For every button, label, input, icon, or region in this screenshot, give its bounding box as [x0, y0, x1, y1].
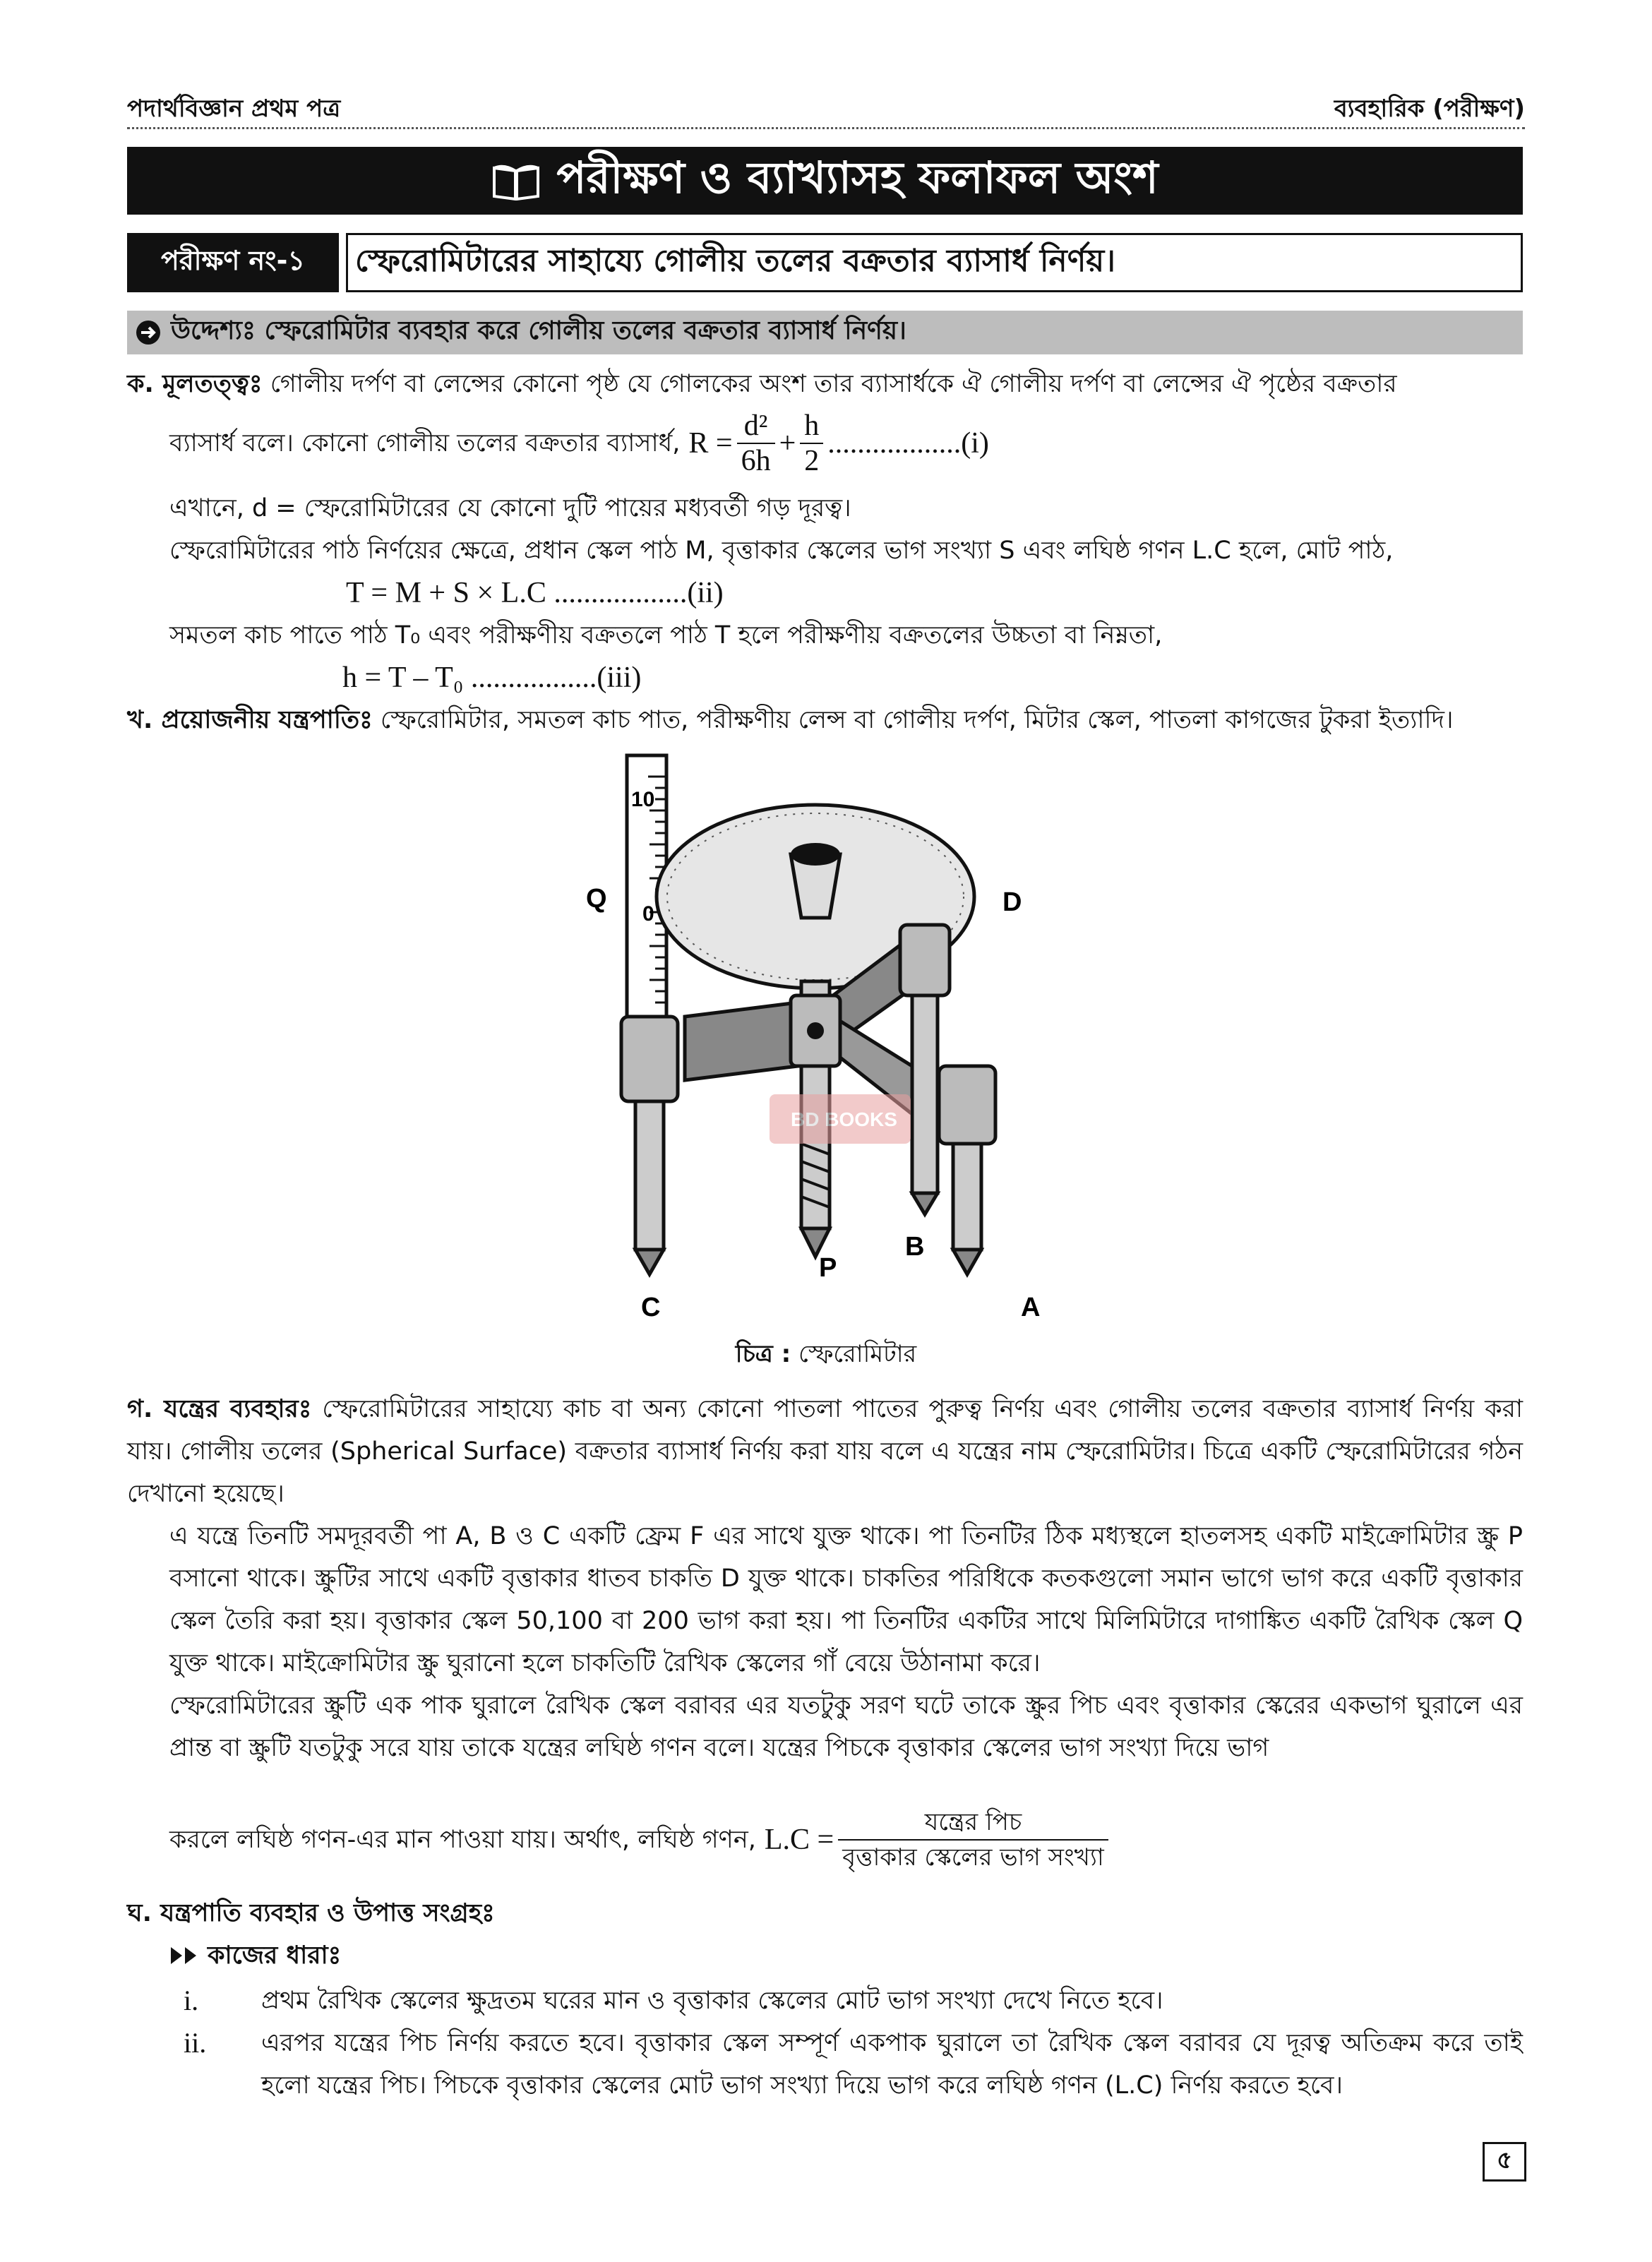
formula-R-lhs: R =: [688, 427, 733, 460]
label-c: C: [641, 1293, 661, 1322]
lc-numerator: যন্ত্রের পিচ: [838, 1805, 1108, 1841]
section-ga-label: গ. যন্ত্রের ব্যবহারঃ: [127, 1395, 312, 1423]
leg-b-sleeve: [900, 925, 950, 995]
formula-R-plus: +: [779, 427, 796, 460]
section-ga: [127, 1388, 1523, 1515]
section-ka-label: ক. মূলতত্ত্বঃ: [127, 370, 263, 398]
step-text-1: প্রথম রৈখিক স্কেলের ক্ষুদ্রতম ঘরের মান ও বৃত্তাকার স্কেলের মোট ভাগ সংখ্যা দেখে নিতে হবে।: [261, 1987, 1163, 2015]
step-row-1: [184, 1980, 1523, 2022]
label-d: D: [1002, 887, 1022, 917]
leg-a-sleeve: [939, 1066, 995, 1144]
ga-text-4: করলে লঘিষ্ঠ গণন-এর মান পাওয়া যায়। অর্থাৎ, লঘিষ্ঠ গণন,: [169, 1826, 756, 1854]
frame-arm-left: [685, 1003, 798, 1080]
apparatus-list: স্ফেরোমিটার, সমতল কাচ পাত, পরীক্ষণীয় লেন্স বা গোলীয় দর্পণ, মিটার স্কেল, পাতলা কাগজের টুকরা ইত্যাদি।: [380, 706, 1454, 734]
caption-text: স্ফেরোমিটার: [798, 1340, 917, 1368]
arrow-circle-icon: [134, 318, 162, 347]
experiment-title-row: [127, 233, 1523, 292]
label-b: B: [905, 1232, 925, 1262]
section-kha-label: খ. প্রয়োজনীয় যন্ত্রপাতিঃ: [127, 706, 373, 734]
watermark-text: BD BOOKS: [791, 1108, 897, 1130]
double-arrow-icon: [169, 1945, 199, 1966]
section-gha-label: ঘ. যন্ত্রপাতি ব্যবহার ও উপাত্ত সংগ্রহঃ: [127, 1899, 495, 1927]
watermark: [770, 1094, 911, 1144]
leg-a-tip: [953, 1250, 981, 1274]
figure-caption: [0, 1336, 1652, 1376]
experiment-title: স্ফেরোমিটারের সাহায্যে গোলীয় তলের বক্রতার ব্যাসার্ধ নির্ণয়।: [346, 233, 1523, 292]
formula-R-tag: ..................(i): [827, 427, 989, 460]
principle-definitions: [169, 487, 1523, 699]
scale-tick-top: 10: [631, 788, 655, 811]
procedure-label: কাজের ধারাঃ: [208, 1941, 342, 1970]
principle-text-1: গোলীয় দর্পণ বা লেন্সের কোনো পৃষ্ঠ যে গোলকের অংশ তার ব্যাসার্ধকে ঐ গোলীয় দর্পণ বা লেন্সের ঐ পৃষ্ঠের বক্রতার: [270, 370, 1397, 398]
ga-text-1: স্ফেরোমিটারের সাহায্যে কাচ বা অন্য কোনো পাতলা পাতের পুরুত্ব নির্ণয় এবং গোলীয় তলের বক্রতার ব্যাসার্ধ নির্ণয় করা যায়। গোলীয় তলের (Spherical Surface) বক্রতার ব্যাসার্ধ নির্ণয় করা যায় বলে এ যন্ত্রের নাম স্ফেরোমিটার। চিত্রে একটি স্ফেরোমিটারের গঠন দেখানো হয়েছে।: [127, 1395, 1523, 1508]
procedure-heading: [169, 1934, 1523, 1977]
label-p: P: [819, 1253, 837, 1283]
ga-paragraph-1: [127, 1388, 1523, 1515]
lc-lhs: L.C =: [764, 1824, 834, 1856]
label-a: A: [1021, 1293, 1041, 1322]
formula-R-frac1: [737, 409, 775, 478]
formula-h: h = T – T₀ .................(iii): [342, 662, 642, 694]
leg-c-sleeve: [621, 1017, 678, 1101]
principle-text-5: সমতল কাচ পাতে পাঠ T₀ এবং পরীক্ষণীয় বক্রতলে পাঠ T হলে পরীক্ষণীয় বক্রতলের উচ্চতা বা নিম্নতা,: [169, 621, 1163, 650]
step-text-2: এরপর যন্ত্রের পিচ নির্ণয় করতে হবে। বৃত্তাকার স্কেল সম্পূর্ণ একপাক ঘুরালে তা রৈখিক স্কেল বরাবর যে দূরত্ব অতিক্রম করে তাই হলো যন্ত্রের পিচ। পিচকে বৃত্তাকার স্কেলের মোট ভাগ সংখ্যা দিয়ে ভাগ করে লঘিষ্ঠ গণন (L.C) নির্ণয় করতে হবে।: [261, 2029, 1523, 2100]
leg-b-tip: [912, 1193, 938, 1214]
formula-R-num1: d²: [737, 409, 775, 444]
handle-top: [791, 843, 840, 866]
lc-denominator: বৃত্তাকার স্কেলের ভাগ সংখ্যা: [842, 1843, 1104, 1872]
formula-R-den2: 2: [804, 445, 820, 477]
leg-c-tip: [635, 1250, 664, 1274]
banner-title: পরীক্ষণ ও ব্যাখ্যাসহ ফলাফল অংশ: [556, 151, 1159, 203]
leg-a-rod: [953, 1144, 981, 1250]
section-kha: [127, 699, 1523, 741]
spherometer-figure: [579, 748, 1073, 1334]
header-divider: [127, 127, 1525, 129]
page-number: ৫: [1483, 2142, 1526, 2182]
formula-R-row: [169, 408, 1523, 479]
formula-R-frac2: [800, 409, 823, 478]
experiment-number: পরীক্ষণ নং-১: [127, 233, 339, 292]
aim-bar: [127, 311, 1523, 354]
principle-line1: [127, 363, 1523, 405]
hub-screw: [807, 1022, 824, 1039]
running-header-left: পদার্থবিজ্ঞান প্রথম পত্র: [127, 95, 341, 123]
formula-R-den1: 6h: [741, 445, 771, 477]
leg-c-rod: [635, 1101, 664, 1250]
running-header-right: ব্যবহারিক (পরীক্ষণ): [1334, 95, 1525, 123]
lc-fraction: [838, 1805, 1108, 1874]
step-number-1: i.: [184, 1985, 199, 2016]
principle-text-2: ব্যাসার্ধ বলে। কোনো গোলীয় তলের বক্রতার ব্যাসার্ধ,: [169, 429, 681, 457]
formula-R-num2: h: [800, 409, 823, 444]
ga-body: [169, 1515, 1523, 1769]
screw-tip: [801, 1228, 830, 1257]
section-ka: [127, 363, 1523, 405]
principle-text-3: এখানে, d = স্ফেরোমিটারের যে কোনো দুটি পায়ের মধ্যবর্তী গড় দূরত্ব।: [169, 494, 851, 522]
book-icon: [491, 161, 541, 201]
principle-text-4: স্ফেরোমিটারের পাঠ নির্ণয়ের ক্ষেত্রে, প্রধান স্কেল পাঠ M, বৃত্তাকার স্কেলের ভাগ সংখ্যা S এবং লঘিষ্ঠ গণন L.C হলে, মোট পাঠ,: [169, 537, 1394, 565]
scale-tick-zero: 0: [642, 902, 654, 926]
leg-b-rod: [912, 995, 938, 1193]
lc-formula-row: [169, 1805, 1523, 1875]
aim-text: উদ্দেশ্যঃ স্ফেরোমিটার ব্যবহার করে গোলীয় তলের বক্রতার ব্যাসার্ধ নির্ণয়।: [171, 316, 906, 345]
procedure-step: [184, 1980, 1523, 2107]
formula-T: T = M + S × L.C ..................(ii): [346, 577, 724, 609]
section-banner: [127, 147, 1523, 215]
caption-label: চিত্র :: [735, 1340, 791, 1368]
ga-text-2: এ যন্ত্রে তিনটি সমদূরবর্তী পা A, B ও C একটি ফ্রেম F এর সাথে যুক্ত থাকে। পা তিনটির ঠিক মধ্যস্থলে হাতলসহ একটি মাইক্রোমিটার স্ক্রু P বসানো থাকে। স্ক্রুটির সাথে একটি বৃত্তাকার ধাতব চাকতি D যুক্ত থাকে। চাকতির পরিধিকে কতকগুলো সমান ভাগে ভাগ করে একটি বৃত্তাকার স্কেল তৈরি করা হয়। বৃত্তাকার স্কেল 50,100 বা 200 ভাগ করা হয়। পা তিনটির একটির সাথে মিলিমিটারে দাগাঙ্কিত একটি রৈখিক স্কেল Q যুক্ত থাকে। মাইক্রোমিটার স্ক্রু ঘুরানো হলে চাকতিটি রৈখিক স্কেলের গাঁ বেয়ে উঠানামা করে।: [169, 1522, 1523, 1677]
label-q: Q: [586, 884, 607, 914]
ga-text-3: স্ফেরোমিটারের স্ক্রুটি এক পাক ঘুরালে রৈখিক স্কেল বরাবর এর যতটুকু সরণ ঘটে তাকে স্ক্রুর পিচ এবং বৃত্তাকার স্কেরের একভাগ ঘুরালে এর প্রান্ত বা স্ক্রুটি যতটুকু সরে যায় তাকে যন্ত্রের লঘিষ্ঠ গণন বলে। যন্ত্রের পিচকে বৃত্তাকার স্কেলের ভাগ সংখ্যা দিয়ে ভাগ: [169, 1692, 1523, 1762]
step-number-2: ii.: [184, 2027, 207, 2059]
step-row-2: [184, 2022, 1523, 2107]
